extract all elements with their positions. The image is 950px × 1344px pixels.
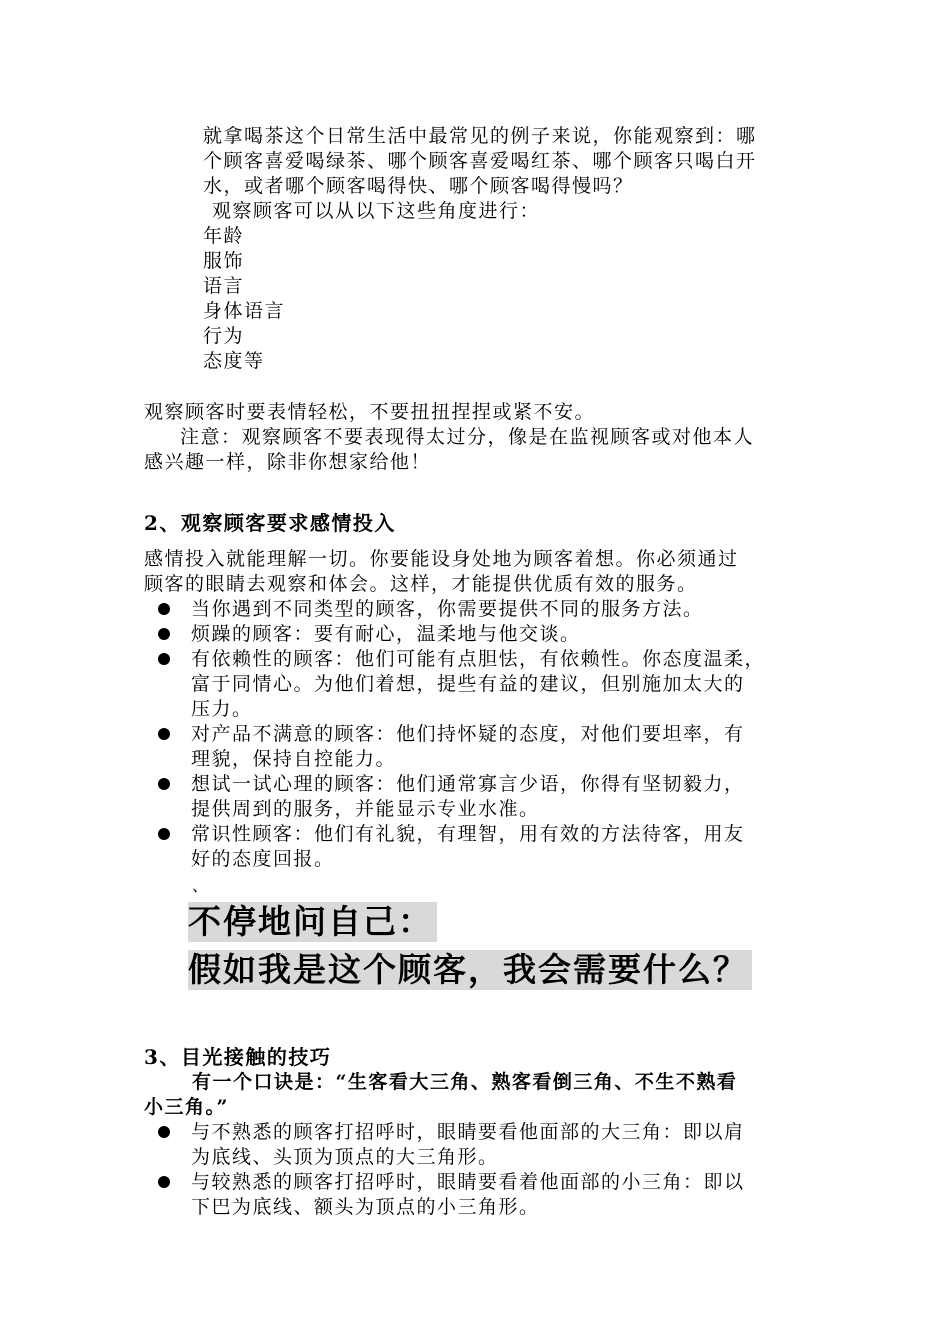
intro-line: 水，或者哪个顾客喝得快、哪个顾客喝得慢吗？ xyxy=(203,175,634,197)
bullet-text: 当你遇到不同类型的顾客，你需要提供不同的服务方法。 xyxy=(191,598,704,620)
intro-line: 就拿喝茶这个日常生活中最常见的例子来说，你能观察到：哪 xyxy=(203,125,757,147)
section-heading: 2、观察顾客要求感情投入 xyxy=(144,511,396,535)
angle-item: 身体语言 xyxy=(203,300,286,322)
bullet-text: 提供周到的服务，并能显示专业水准。 xyxy=(191,798,540,820)
motto-line: 小三角。” xyxy=(144,1096,229,1118)
section-heading: 3、目光接触的技巧 xyxy=(144,1045,332,1069)
note-line: 注意：观察顾客不要表现得太过分，像是在监视顾客或对他本人 xyxy=(180,426,755,448)
angle-item: 服饰 xyxy=(203,250,245,272)
bullet-text: 下巴为底线、额头为顶点的小三角形。 xyxy=(191,1196,540,1218)
section-intro-line: 感情投入就能理解一切。你要能设身处地为顾客着想。你必须通过 xyxy=(144,548,739,570)
bullet-icon xyxy=(158,1176,170,1188)
note-line: 观察顾客时要表情轻松，不要扭扭捏捏或紧不安。 xyxy=(144,401,596,423)
highlight-question: 假如我是这个顾客，我会需要什么？ xyxy=(188,950,752,990)
highlight-question: 不停地问自己： xyxy=(188,902,437,942)
bullet-icon xyxy=(158,1126,170,1138)
bullet-icon xyxy=(158,728,170,740)
bullet-text: 为底线、头顶为顶点的大三角形。 xyxy=(191,1146,499,1168)
intro-line: 观察顾客可以从以下这些角度进行： xyxy=(212,200,541,222)
bullet-text: 有依赖性的顾客：他们可能有点胆怯，有依赖性。你态度温柔， xyxy=(191,648,766,670)
bullet-text: 对产品不满意的顾客：他们持怀疑的态度，对他们要坦率，有 xyxy=(191,723,745,745)
stray-mark: 、 xyxy=(192,876,210,895)
bullet-text: 富于同情心。为他们着想，提些有益的建议，但别施加太大的 xyxy=(191,673,745,695)
section-intro-line: 顾客的眼睛去观察和体会。这样，才能提供优质有效的服务。 xyxy=(144,573,698,595)
motto-line: 有一个口诀是：“生客看大三角、熟客看倒三角、不生不熟看 xyxy=(192,1071,738,1093)
bullet-text: 常识性顾客：他们有礼貌，有理智，用有效的方法待客，用友 xyxy=(191,823,745,845)
bullet-text: 与较熟悉的顾客打招呼时，眼睛要看着他面部的小三角：即以 xyxy=(191,1171,745,1193)
bullet-text: 与不熟悉的顾客打招呼时，眼睛要看他面部的大三角：即以肩 xyxy=(191,1121,745,1143)
note-line: 感兴趣一样，除非你想家给他！ xyxy=(144,451,432,473)
bullet-icon xyxy=(158,603,170,615)
bullet-icon xyxy=(158,653,170,665)
angle-item: 态度等 xyxy=(203,350,265,372)
bullet-text: 烦躁的顾客：要有耐心，温柔地与他交谈。 xyxy=(191,623,581,645)
bullet-text: 理貌，保持自控能力。 xyxy=(191,748,397,770)
angle-item: 行为 xyxy=(203,325,245,347)
bullet-icon xyxy=(158,778,170,790)
bullet-text: 压力。 xyxy=(191,698,253,720)
bullet-icon xyxy=(158,828,170,840)
bullet-text: 想试一试心理的顾客：他们通常寡言少语，你得有坚韧毅力， xyxy=(191,773,745,795)
bullet-text: 好的态度回报。 xyxy=(191,848,335,870)
angle-item: 语言 xyxy=(203,275,245,297)
angle-item: 年龄 xyxy=(203,225,245,247)
intro-line: 个顾客喜爱喝绿茶、哪个顾客喜爱喝红茶、哪个顾客只喝白开 xyxy=(203,150,757,172)
bullet-icon xyxy=(158,628,170,640)
